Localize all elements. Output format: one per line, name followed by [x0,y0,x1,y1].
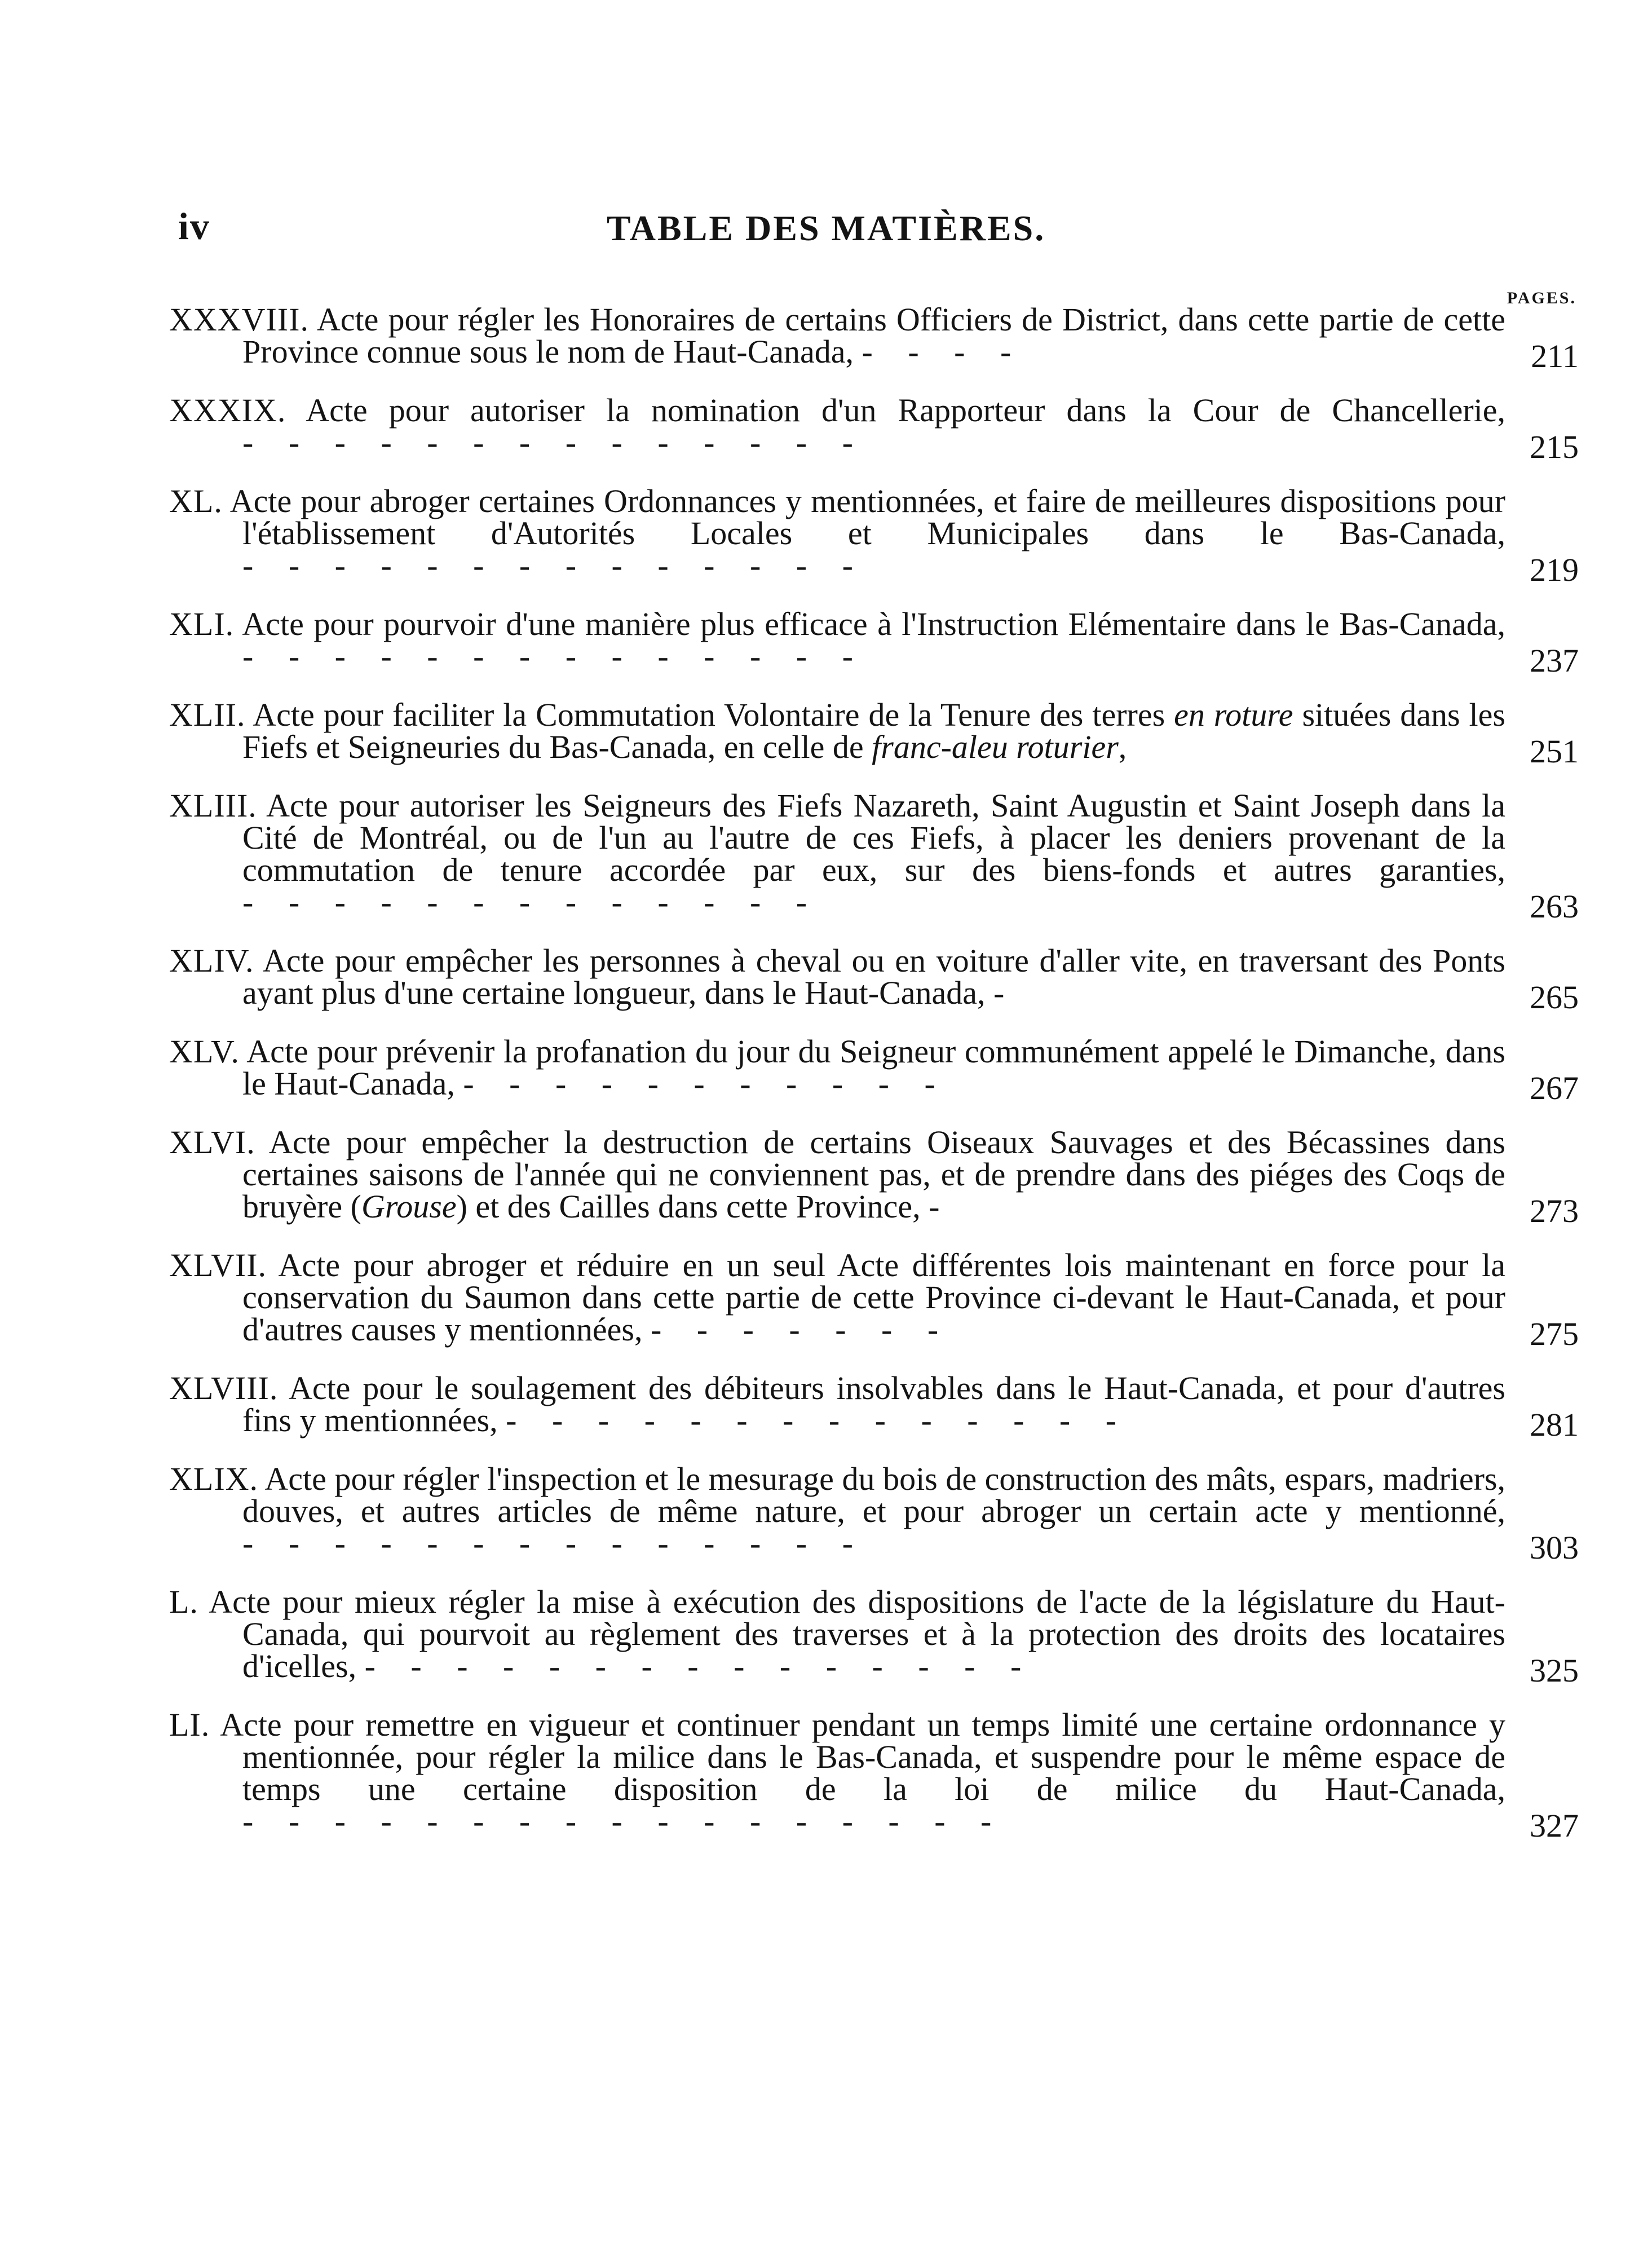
act-description-part: , [1118,729,1127,765]
toc-entry-text [169,303,1505,368]
dot-leader: - - - - [862,333,1025,370]
dot-leader: - - - - - - - - - - - - - - - [364,1648,1035,1684]
act-description: Acte pour pourvoir d'une manière plus efficace à l'Instruction Elémentaire dans le Bas-Canada, [242,606,1505,642]
act-description: Acte pour le soulagement des débiteurs insolvables dans le Haut-Canada, et pour d'autres fins y mentionnées, [242,1370,1505,1439]
act-description-part: situées dans les Fiefs et Seigneuries du Bas-Canada, en celle de [242,696,1505,765]
act-numeral: XLII. [169,696,246,733]
toc-entry-text [169,1460,1505,1561]
page-reference: 219 [1530,551,1579,588]
page-reference: 263 [1530,888,1579,925]
toc-entry-xlvi [169,1124,1579,1229]
page-reference: 267 [1530,1070,1579,1106]
toc-entry-xxxviii [169,301,1579,374]
toc-entry-text [169,1370,1505,1439]
toc-entry-xl [169,483,1579,588]
dot-leader: - - - - - - - - - - - - - - [506,1402,1130,1439]
italic-term: Grouse [361,1188,457,1225]
dot-leader: - [993,974,1018,1011]
page-reference: 265 [1530,979,1579,1016]
toc-entry-xliii [169,787,1579,925]
toc-entry-text [169,1247,1505,1348]
page-title: TABLE DES MATIÈRES. [606,208,1046,248]
act-description: Acte pour empêcher les personnes à cheval ou en voiture d'aller vite, en traversant des Ponts ayant plus d'une certaine longueur, dans le Haut-Canada, [242,942,1505,1011]
page-reference: 237 [1530,642,1579,679]
act-description: Acte pour régler l'inspection et le mesurage du bois de construction des mâts, espars, madriers, douves, et autres articles de même nature, et pour abroger un certain acte y mentionné, [242,1460,1505,1529]
page-reference: 325 [1530,1652,1579,1689]
pages-column-label: PAGES. [1507,289,1576,307]
toc-entry-l [169,1583,1579,1689]
act-numeral: XLVIII. [169,1370,279,1406]
toc-entry-text [169,1706,1505,1839]
act-numeral: XLV. [169,1033,240,1070]
toc-entry-xlvii [169,1247,1579,1352]
toc-entry-xxxix [169,392,1579,465]
act-description: Acte pour autoriser les Seigneurs des Fiefs Nazareth, Saint Augustin et Saint Joseph dans la Cité de Montréal, ou de l'un au l'autre de ces Fiefs, à placer les deniers provenant de la commutation de tenure accordée par eux, sur des biens-fonds et autres garanties, [242,787,1505,888]
act-numeral: XLI. [169,606,235,642]
dot-leader: - [929,1188,953,1225]
page-reference: 303 [1530,1529,1579,1566]
dot-leader: - - - - - - - - - - - - - - - - - [242,1803,1005,1839]
toc-entry-xli [169,606,1579,679]
act-description-part: ) et des Cailles dans cette Province, [456,1188,921,1225]
act-numeral: XXXIX. [169,392,286,429]
toc-entry-text [169,789,1505,918]
toc-entry-li [169,1706,1579,1844]
page-reference: 327 [1530,1807,1579,1844]
act-description: Acte pour abroger et réduire en un seul Acte différentes lois maintenant en force pour la conservation du Saumon dans cette partie de cette Province ci-devant le Haut-Canada, et pour d'autres causes y mentionnées, [242,1247,1505,1348]
dot-leader: - - - - - - - - - - - - - - [242,638,867,674]
act-numeral: LI. [169,1706,210,1743]
dot-leader: - - - - - - - - - - - - - - [242,424,867,461]
act-numeral: XLIX. [169,1460,259,1497]
toc-entry-text [169,696,1505,765]
act-description: Acte pour autoriser la nomination d'un Rapporteur dans la Cour de Chancellerie, [306,392,1505,429]
dot-leader: - - - - - - - - - - - - - - [242,1525,867,1561]
toc-entry-xlv [169,1033,1579,1106]
page-reference: 211 [1531,338,1579,374]
act-numeral: XLIII. [169,787,257,824]
dot-leader: - - - - - - - - - - - - - [242,884,821,920]
toc-entry-text [169,942,1505,1011]
act-numeral: XLIV. [169,942,254,979]
act-numeral: XLVI. [169,1124,255,1161]
toc-entry-xlviii [169,1370,1579,1443]
act-description: Acte pour remettre en vigueur et continuer pendant un temps limité une certaine ordonnance y mentionnée, pour régler la milice dans le Bas-Canada, et suspendre pour le même espace de temps une certaine disposition de la loi de milice du Haut-Canada, [220,1706,1505,1807]
dot-leader: - - - - - - - [650,1311,952,1348]
toc-entry-text [169,608,1505,672]
act-numeral: XLVII. [169,1247,267,1283]
page-number: iv [178,205,210,248]
toc-entry-xliv [169,942,1579,1016]
act-numeral: L. [169,1583,198,1620]
act-numeral: XL. [169,483,223,519]
italic-term: franc-aleu roturier [872,729,1119,765]
act-description: Acte pour mieux régler la mise à exécution des dispositions de l'acte de la législature du Haut-Canada, qui pourvoit au règlement des traverses et à la protection des droits des locataires d'icelles, [209,1583,1505,1684]
toc-entry-text [169,1035,1505,1100]
page-reference: 275 [1530,1316,1579,1352]
toc-entry-xlii [169,696,1579,770]
italic-term: en roture [1174,696,1293,733]
toc-entry-text [169,1583,1505,1684]
table-of-contents [169,303,1579,1864]
toc-entry-text [169,483,1505,584]
page-reference: 215 [1530,429,1579,465]
act-description: Acte pour prévenir la profanation du jour du Seigneur communément appelé le Dimanche, dans le Haut-Canada, [242,1033,1505,1102]
dot-leader: - - - - - - - - - - - - - - [242,547,867,584]
toc-entry-xlix [169,1460,1579,1566]
act-description-part: Acte pour faciliter la Commutation Volontaire de la Tenure des terres [253,696,1174,733]
act-numeral: XXXVIII. [169,301,309,338]
page-reference: 273 [1530,1193,1579,1229]
page-reference: 281 [1530,1406,1579,1443]
act-description-part: Acte pour empêcher la destruction de certains Oiseaux Sauvages et des Bécassines dans certaines saisons de l'année qui ne conviennent pas, et de prendre dans des piéges des Coqs de bruyère ( [242,1124,1505,1225]
dot-leader: - - - - - - - - - - - [463,1065,949,1102]
act-description: Acte pour régler les Honoraires de certains Officiers de District, dans cette partie de cette Province connue sous le nom de Haut-Canada, [242,301,1505,370]
page-reference: 251 [1530,733,1579,770]
act-description: Acte pour abroger certaines Ordonnances y mentionnées, et faire de meilleures dispositions pour l'établissement d'Autorités Locales et Municipales dans le Bas-Canada, [229,483,1505,551]
toc-entry-text [169,392,1505,461]
toc-entry-text [169,1126,1505,1223]
